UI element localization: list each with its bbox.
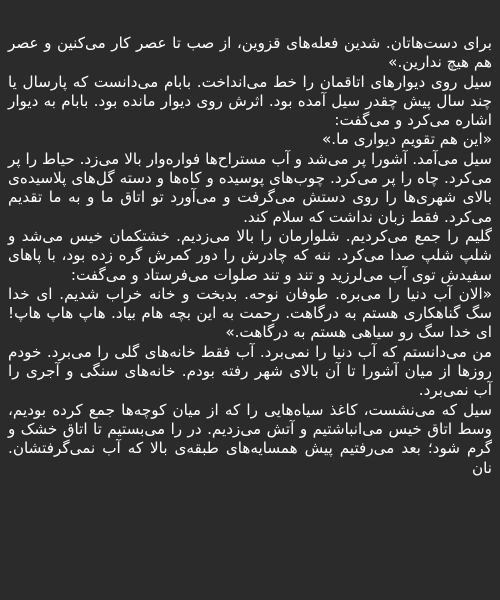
body-text xyxy=(8,34,492,478)
paragraph: گلیم را جمع می‌کردیم. شلوارمان را بالا می‌زدیم. خشتکمان خیس می‌شد و شلپ شلپ صدا می‌کرد. ننه که چادرش را دور کمرش گره زده بود، با پاهای سفیدش توی آب می‌لرزید و تند و تند صلوات می‌فرستاد و می‌گفت: xyxy=(8,226,492,284)
paragraph: برای دست‌هاتان. شدین فعله‌های قزوین، از صب تا عصر کار می‌کنین و عصر هم هیچ ندارین.» xyxy=(8,34,492,72)
paragraph: سیل روی دیوارهای اتاقمان را خط می‌انداخت. بابام می‌دانست که پارسال یا چند سال پیش چقدر سیل آمده بود. اثرش روی دیوار مانده بود. بابام به دیوار اشاره می‌کرد و می‌گفت: xyxy=(8,72,492,130)
paragraph: «الان آب دنیا را می‌بره. طوفان نوحه. بدبخت و خانه خراب شدیم. ای خدا سگ گناهکاری هستم به درگاهت. رحمت به این بچه هام بیاد. هاپ هاپ هاپ! ای خدا سگ رو سیاهی هستم به درگاهت.» xyxy=(8,284,492,342)
paragraph: سیل که می‌نشست، کاغذ سیاه‌هایی را که از میان کوچه‌ها جمع کرده بودیم، وسط اتاق خیس می‌انباشتیم و آتش می‌زدیم. در را می‌بستیم تا اتاق خشک و گرم شود؛ بعد می‌رفتیم پیش همسایه‌های طبقه‌ی بالا که آب نمی‌گرفتشان. نان xyxy=(8,400,492,477)
paragraph: سیل می‌آمد. آشورا پر می‌شد و آب مستراح‌ها فواره‌وار بالا می‌زد. حیاط را پر می‌کرد. چاه را پر می‌کرد. چوب‌های پوسیده و کاه‌ها و دسته گل‌های پلاسیده‌ی بالای شهری‌ها را روی دستش می‌گرفت و می‌آورد تو اتاق ما و به ما تقدیم می‌کرد. فقط زبان نداشت که سلام کند. xyxy=(8,149,492,226)
paragraph: من می‌دانستم که آب دنیا را نمی‌برد. آب فقط خانه‌های گلی را می‌برد. خودم روزها از میان آشورا تا آن بالای شهر رفته بودم. خانه‌های سنگی و آجری را آب نمی‌برد. xyxy=(8,342,492,400)
paragraph: «این هم تقویم دیواری ما.» xyxy=(322,130,492,149)
